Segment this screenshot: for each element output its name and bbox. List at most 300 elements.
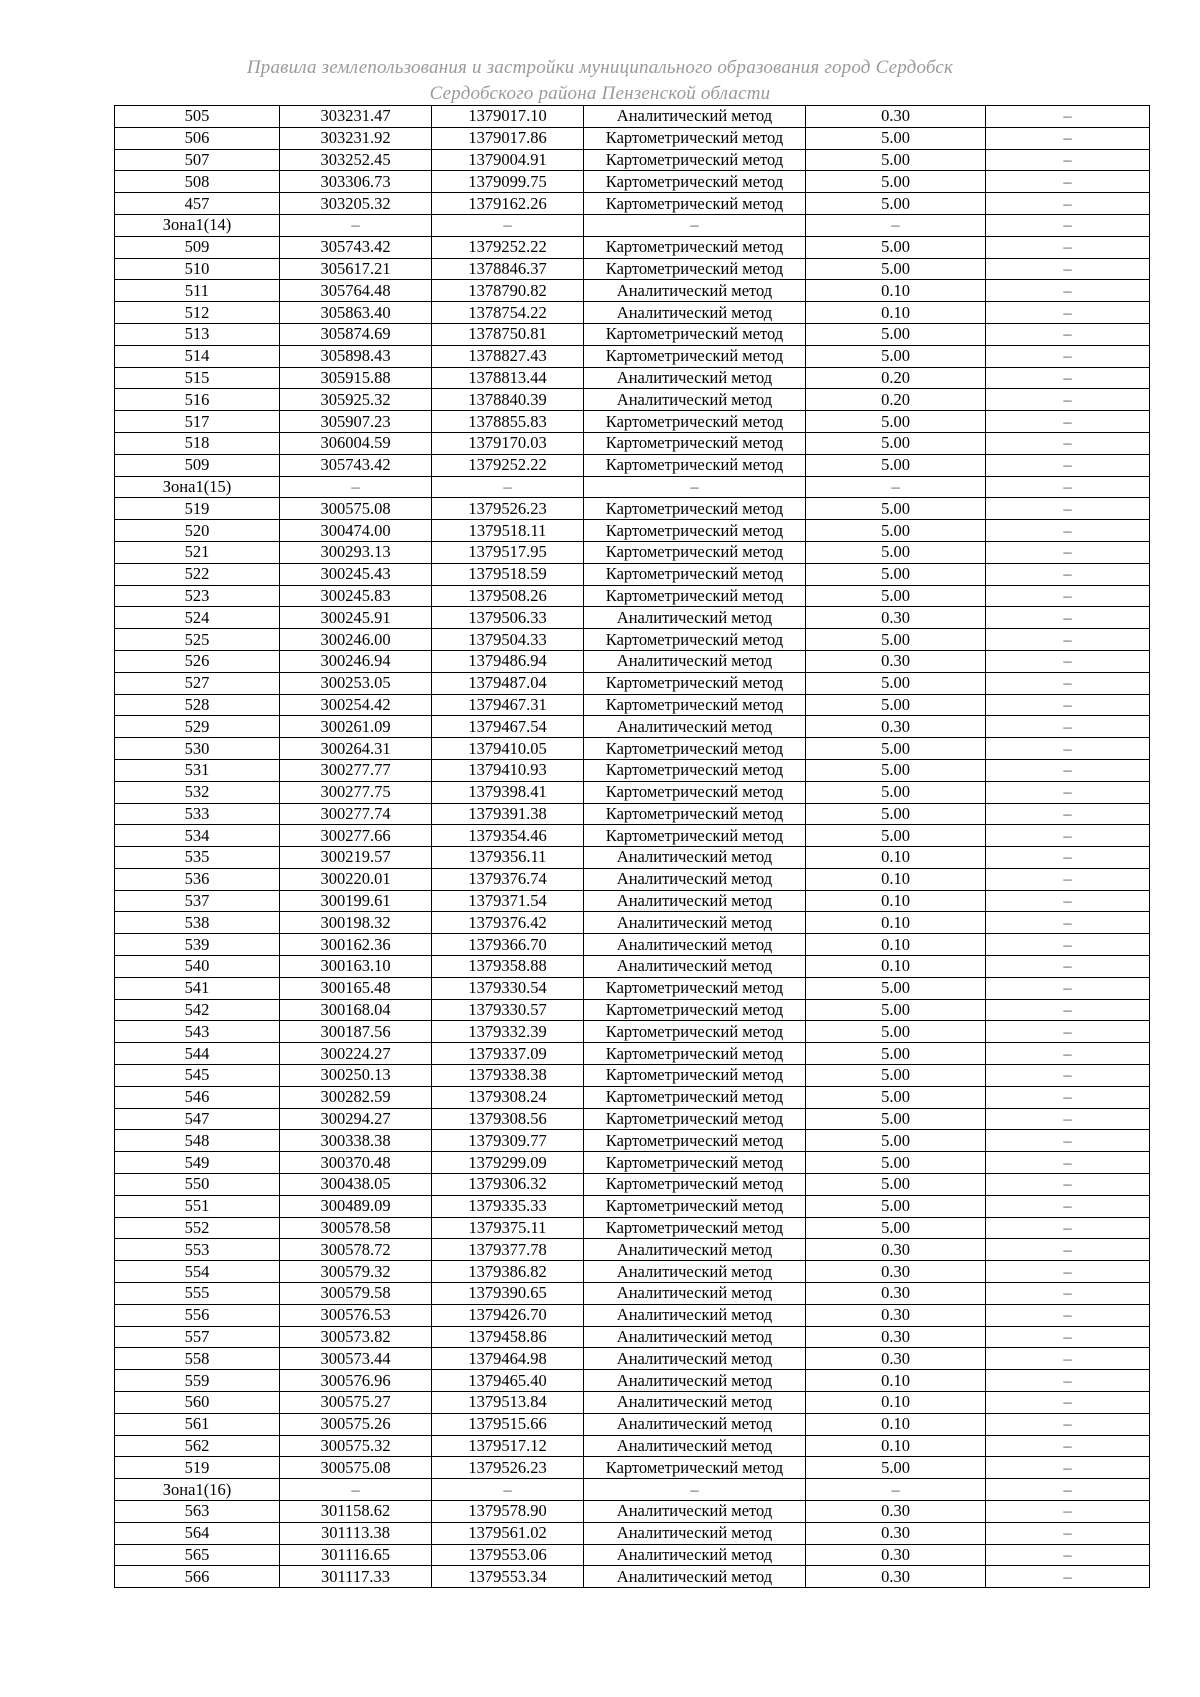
y-coordinate-cell: 1379017.10 xyxy=(432,106,584,128)
description-cell: – xyxy=(986,1261,1150,1283)
point-number-cell: 507 xyxy=(115,149,280,171)
x-coordinate-cell: 301113.38 xyxy=(280,1522,432,1544)
description-cell: – xyxy=(986,1435,1150,1457)
x-coordinate-cell: 300198.32 xyxy=(280,912,432,934)
y-coordinate-cell: 1379337.09 xyxy=(432,1043,584,1065)
x-coordinate-cell: 305907.23 xyxy=(280,411,432,433)
table-row xyxy=(115,1522,1150,1544)
description-cell: – xyxy=(986,1283,1150,1305)
accuracy-cell: 0.30 xyxy=(806,1501,986,1523)
table-row xyxy=(115,585,1150,607)
x-coordinate-cell: – xyxy=(280,1479,432,1501)
x-coordinate-cell: 300261.09 xyxy=(280,716,432,738)
accuracy-cell: 5.00 xyxy=(806,149,986,171)
description-cell: – xyxy=(986,1130,1150,1152)
description-cell: – xyxy=(986,738,1150,760)
accuracy-cell: 0.30 xyxy=(806,1326,986,1348)
table-row xyxy=(115,367,1150,389)
accuracy-cell: 5.00 xyxy=(806,629,986,651)
point-number-cell: 551 xyxy=(115,1195,280,1217)
method-cell: Картометрический метод xyxy=(584,781,806,803)
point-number-cell: 547 xyxy=(115,1108,280,1130)
y-coordinate-cell: 1379553.06 xyxy=(432,1544,584,1566)
description-cell: – xyxy=(986,694,1150,716)
y-coordinate-cell: 1379486.94 xyxy=(432,650,584,672)
y-coordinate-cell: 1379526.23 xyxy=(432,498,584,520)
table-row xyxy=(115,476,1150,498)
description-cell: – xyxy=(986,563,1150,585)
point-number-cell: 538 xyxy=(115,912,280,934)
point-number-cell: 564 xyxy=(115,1522,280,1544)
point-number-cell: 533 xyxy=(115,803,280,825)
method-cell: Картометрический метод xyxy=(584,1108,806,1130)
point-number-cell: Зона1(15) xyxy=(115,476,280,498)
accuracy-cell: 0.30 xyxy=(806,1348,986,1370)
method-cell: – xyxy=(584,1479,806,1501)
y-coordinate-cell: 1379330.57 xyxy=(432,999,584,1021)
table-row xyxy=(115,1239,1150,1261)
y-coordinate-cell: 1379376.42 xyxy=(432,912,584,934)
description-cell: – xyxy=(986,280,1150,302)
point-number-cell: 517 xyxy=(115,411,280,433)
accuracy-cell: 5.00 xyxy=(806,411,986,433)
method-cell: Аналитический метод xyxy=(584,607,806,629)
table-row xyxy=(115,1195,1150,1217)
table-row xyxy=(115,193,1150,215)
method-cell: Картометрический метод xyxy=(584,1174,806,1196)
point-number-cell: 514 xyxy=(115,345,280,367)
table-row xyxy=(115,1174,1150,1196)
method-cell: Картометрический метод xyxy=(584,585,806,607)
table-row xyxy=(115,1086,1150,1108)
x-coordinate-cell: 300277.77 xyxy=(280,759,432,781)
table-row xyxy=(115,694,1150,716)
x-coordinate-cell: 305743.42 xyxy=(280,236,432,258)
x-coordinate-cell: 300573.82 xyxy=(280,1326,432,1348)
y-coordinate-cell: 1378855.83 xyxy=(432,411,584,433)
table-row xyxy=(115,411,1150,433)
header-line-1: Правила землепользования и застройки муниципального образования город Сердобск xyxy=(246,57,954,78)
accuracy-cell: 0.30 xyxy=(806,607,986,629)
point-number-cell: 541 xyxy=(115,977,280,999)
point-number-cell: 532 xyxy=(115,781,280,803)
table-row xyxy=(115,1392,1150,1414)
y-coordinate-cell: 1379515.66 xyxy=(432,1413,584,1435)
x-coordinate-cell: 300282.59 xyxy=(280,1086,432,1108)
method-cell: Аналитический метод xyxy=(584,367,806,389)
accuracy-cell: 0.30 xyxy=(806,1283,986,1305)
point-number-cell: 530 xyxy=(115,738,280,760)
method-cell: Картометрический метод xyxy=(584,803,806,825)
description-cell: – xyxy=(986,716,1150,738)
table-row xyxy=(115,432,1150,454)
description-cell: – xyxy=(986,541,1150,563)
y-coordinate-cell: 1379467.54 xyxy=(432,716,584,738)
y-coordinate-cell: 1379170.03 xyxy=(432,432,584,454)
y-coordinate-cell: 1379458.86 xyxy=(432,1326,584,1348)
method-cell: Картометрический метод xyxy=(584,672,806,694)
accuracy-cell: 5.00 xyxy=(806,258,986,280)
y-coordinate-cell: 1379376.74 xyxy=(432,868,584,890)
accuracy-cell: 5.00 xyxy=(806,803,986,825)
method-cell: Аналитический метод xyxy=(584,1566,806,1588)
table-row xyxy=(115,1501,1150,1523)
y-coordinate-cell: 1379308.56 xyxy=(432,1108,584,1130)
method-cell: Аналитический метод xyxy=(584,1501,806,1523)
point-number-cell: 550 xyxy=(115,1174,280,1196)
description-cell: – xyxy=(986,1566,1150,1588)
y-coordinate-cell: 1379162.26 xyxy=(432,193,584,215)
description-cell: – xyxy=(986,585,1150,607)
method-cell: Картометрический метод xyxy=(584,1152,806,1174)
x-coordinate-cell: 306004.59 xyxy=(280,432,432,454)
x-coordinate-cell: 300245.43 xyxy=(280,563,432,585)
method-cell: Картометрический метод xyxy=(584,759,806,781)
accuracy-cell: 0.10 xyxy=(806,280,986,302)
header-line-2: Сердобского района Пензенской области xyxy=(429,83,771,104)
method-cell: Картометрический метод xyxy=(584,236,806,258)
x-coordinate-cell: 300277.75 xyxy=(280,781,432,803)
accuracy-cell: 0.30 xyxy=(806,1566,986,1588)
accuracy-cell: 5.00 xyxy=(806,454,986,476)
point-number-cell: 549 xyxy=(115,1152,280,1174)
point-number-cell: 515 xyxy=(115,367,280,389)
document-header xyxy=(0,55,1200,107)
point-number-cell: 534 xyxy=(115,825,280,847)
x-coordinate-cell: 305764.48 xyxy=(280,280,432,302)
y-coordinate-cell: 1379553.34 xyxy=(432,1566,584,1588)
description-cell: – xyxy=(986,323,1150,345)
y-coordinate-cell: 1379506.33 xyxy=(432,607,584,629)
point-number-cell: 531 xyxy=(115,759,280,781)
table-row xyxy=(115,149,1150,171)
method-cell: Картометрический метод xyxy=(584,149,806,171)
table-row xyxy=(115,1413,1150,1435)
description-cell: – xyxy=(986,1392,1150,1414)
accuracy-cell: 0.10 xyxy=(806,1370,986,1392)
description-cell: – xyxy=(986,1065,1150,1087)
point-number-cell: Зона1(16) xyxy=(115,1479,280,1501)
y-coordinate-cell: 1379371.54 xyxy=(432,890,584,912)
description-cell: – xyxy=(986,607,1150,629)
method-cell: Картометрический метод xyxy=(584,258,806,280)
point-number-cell: 552 xyxy=(115,1217,280,1239)
method-cell: Аналитический метод xyxy=(584,1413,806,1435)
method-cell: Аналитический метод xyxy=(584,1304,806,1326)
table-row xyxy=(115,1566,1150,1588)
point-number-cell: 536 xyxy=(115,868,280,890)
method-cell: Аналитический метод xyxy=(584,1392,806,1414)
description-cell: – xyxy=(986,825,1150,847)
point-number-cell: 561 xyxy=(115,1413,280,1435)
description-cell: – xyxy=(986,781,1150,803)
table-row xyxy=(115,498,1150,520)
point-number-cell: 559 xyxy=(115,1370,280,1392)
table-row xyxy=(115,1043,1150,1065)
description-cell: – xyxy=(986,106,1150,128)
description-cell: – xyxy=(986,977,1150,999)
description-cell: – xyxy=(986,1522,1150,1544)
y-coordinate-cell: 1379017.86 xyxy=(432,127,584,149)
point-number-cell: 545 xyxy=(115,1065,280,1087)
y-coordinate-cell: 1379464.98 xyxy=(432,1348,584,1370)
accuracy-cell: 5.00 xyxy=(806,1043,986,1065)
y-coordinate-cell: 1379517.95 xyxy=(432,541,584,563)
accuracy-cell: 0.30 xyxy=(806,1544,986,1566)
description-cell: – xyxy=(986,236,1150,258)
method-cell: Картометрический метод xyxy=(584,999,806,1021)
description-cell: – xyxy=(986,302,1150,324)
x-coordinate-cell: 305743.42 xyxy=(280,454,432,476)
accuracy-cell: 5.00 xyxy=(806,1086,986,1108)
x-coordinate-cell: 300578.58 xyxy=(280,1217,432,1239)
method-cell: Аналитический метод xyxy=(584,956,806,978)
description-cell: – xyxy=(986,1413,1150,1435)
description-cell: – xyxy=(986,759,1150,781)
point-number-cell: 535 xyxy=(115,847,280,869)
x-coordinate-cell: 300576.53 xyxy=(280,1304,432,1326)
table-row xyxy=(115,629,1150,651)
x-coordinate-cell: 300224.27 xyxy=(280,1043,432,1065)
point-number-cell: 544 xyxy=(115,1043,280,1065)
accuracy-cell: 5.00 xyxy=(806,1457,986,1479)
accuracy-cell: 5.00 xyxy=(806,1021,986,1043)
accuracy-cell: 0.30 xyxy=(806,650,986,672)
y-coordinate-cell: 1379386.82 xyxy=(432,1261,584,1283)
point-number-cell: 506 xyxy=(115,127,280,149)
table-row xyxy=(115,389,1150,411)
y-coordinate-cell: 1379299.09 xyxy=(432,1152,584,1174)
accuracy-cell: 0.30 xyxy=(806,1304,986,1326)
x-coordinate-cell: 300219.57 xyxy=(280,847,432,869)
description-cell: – xyxy=(986,1217,1150,1239)
y-coordinate-cell: 1379508.26 xyxy=(432,585,584,607)
table-row xyxy=(115,868,1150,890)
point-number-cell: 554 xyxy=(115,1261,280,1283)
table-row xyxy=(115,890,1150,912)
method-cell: Картометрический метод xyxy=(584,1130,806,1152)
accuracy-cell: – xyxy=(806,1479,986,1501)
method-cell: Картометрический метод xyxy=(584,454,806,476)
description-cell: – xyxy=(986,847,1150,869)
accuracy-cell: 5.00 xyxy=(806,520,986,542)
method-cell: Аналитический метод xyxy=(584,1283,806,1305)
description-cell: – xyxy=(986,1326,1150,1348)
description-cell: – xyxy=(986,367,1150,389)
point-number-cell: 539 xyxy=(115,934,280,956)
y-coordinate-cell: 1379309.77 xyxy=(432,1130,584,1152)
x-coordinate-cell: 303231.92 xyxy=(280,127,432,149)
y-coordinate-cell: 1379099.75 xyxy=(432,171,584,193)
accuracy-cell: 5.00 xyxy=(806,781,986,803)
y-coordinate-cell: 1379252.22 xyxy=(432,454,584,476)
y-coordinate-cell: 1379390.65 xyxy=(432,1283,584,1305)
accuracy-cell: 5.00 xyxy=(806,323,986,345)
table-row xyxy=(115,1370,1150,1392)
description-cell: – xyxy=(986,1479,1150,1501)
method-cell: Картометрический метод xyxy=(584,541,806,563)
table-row xyxy=(115,759,1150,781)
y-coordinate-cell: 1378750.81 xyxy=(432,323,584,345)
point-number-cell: 513 xyxy=(115,323,280,345)
description-cell: – xyxy=(986,258,1150,280)
accuracy-cell: 5.00 xyxy=(806,1174,986,1196)
table-row xyxy=(115,803,1150,825)
description-cell: – xyxy=(986,912,1150,934)
accuracy-cell: 5.00 xyxy=(806,1108,986,1130)
description-cell: – xyxy=(986,411,1150,433)
description-cell: – xyxy=(986,1501,1150,1523)
table-row xyxy=(115,323,1150,345)
description-cell: – xyxy=(986,1304,1150,1326)
accuracy-cell: 5.00 xyxy=(806,1065,986,1087)
y-coordinate-cell: 1378813.44 xyxy=(432,367,584,389)
method-cell: Аналитический метод xyxy=(584,847,806,869)
description-cell: – xyxy=(986,127,1150,149)
table-row xyxy=(115,912,1150,934)
y-coordinate-cell: 1379377.78 xyxy=(432,1239,584,1261)
description-cell: – xyxy=(986,432,1150,454)
method-cell: Картометрический метод xyxy=(584,825,806,847)
accuracy-cell: 0.30 xyxy=(806,106,986,128)
x-coordinate-cell: 300575.26 xyxy=(280,1413,432,1435)
point-number-cell: 557 xyxy=(115,1326,280,1348)
x-coordinate-cell: 303252.45 xyxy=(280,149,432,171)
y-coordinate-cell: 1379004.91 xyxy=(432,149,584,171)
accuracy-cell: – xyxy=(806,214,986,236)
y-coordinate-cell: 1379332.39 xyxy=(432,1021,584,1043)
table-row xyxy=(115,280,1150,302)
x-coordinate-cell: 300576.96 xyxy=(280,1370,432,1392)
accuracy-cell: 5.00 xyxy=(806,825,986,847)
accuracy-cell: 0.10 xyxy=(806,934,986,956)
x-coordinate-cell: 300575.27 xyxy=(280,1392,432,1414)
y-coordinate-cell: 1379487.04 xyxy=(432,672,584,694)
x-coordinate-cell: 300245.83 xyxy=(280,585,432,607)
table-row xyxy=(115,672,1150,694)
table-row xyxy=(115,1065,1150,1087)
y-coordinate-cell: 1379354.46 xyxy=(432,825,584,847)
method-cell: Картометрический метод xyxy=(584,1021,806,1043)
point-number-cell: 528 xyxy=(115,694,280,716)
description-cell: – xyxy=(986,1086,1150,1108)
method-cell: – xyxy=(584,476,806,498)
method-cell: Аналитический метод xyxy=(584,1239,806,1261)
method-cell: Картометрический метод xyxy=(584,738,806,760)
description-cell: – xyxy=(986,1021,1150,1043)
accuracy-cell: 5.00 xyxy=(806,171,986,193)
table-row xyxy=(115,1108,1150,1130)
table-row xyxy=(115,781,1150,803)
x-coordinate-cell: 300199.61 xyxy=(280,890,432,912)
x-coordinate-cell: 305863.40 xyxy=(280,302,432,324)
point-number-cell: 548 xyxy=(115,1130,280,1152)
point-number-cell: 525 xyxy=(115,629,280,651)
y-coordinate-cell: 1379426.70 xyxy=(432,1304,584,1326)
table-row xyxy=(115,1326,1150,1348)
x-coordinate-cell: 300220.01 xyxy=(280,868,432,890)
description-cell: – xyxy=(986,454,1150,476)
y-coordinate-cell: 1379308.24 xyxy=(432,1086,584,1108)
x-coordinate-cell: 300165.48 xyxy=(280,977,432,999)
point-number-cell: 542 xyxy=(115,999,280,1021)
y-coordinate-cell: 1378846.37 xyxy=(432,258,584,280)
table-row xyxy=(115,214,1150,236)
x-coordinate-cell: 303205.32 xyxy=(280,193,432,215)
x-coordinate-cell: 300438.05 xyxy=(280,1174,432,1196)
description-cell: – xyxy=(986,1457,1150,1479)
y-coordinate-cell: 1379398.41 xyxy=(432,781,584,803)
method-cell: Картометрический метод xyxy=(584,323,806,345)
method-cell: Аналитический метод xyxy=(584,912,806,934)
x-coordinate-cell: 300489.09 xyxy=(280,1195,432,1217)
x-coordinate-cell: 300338.38 xyxy=(280,1130,432,1152)
x-coordinate-cell: 300253.05 xyxy=(280,672,432,694)
point-number-cell: 516 xyxy=(115,389,280,411)
table-row xyxy=(115,825,1150,847)
table-row xyxy=(115,541,1150,563)
table-row xyxy=(115,454,1150,476)
description-cell: – xyxy=(986,389,1150,411)
description-cell: – xyxy=(986,345,1150,367)
accuracy-cell: 5.00 xyxy=(806,432,986,454)
table-row xyxy=(115,1457,1150,1479)
point-number-cell: 509 xyxy=(115,236,280,258)
point-number-cell: 560 xyxy=(115,1392,280,1414)
x-coordinate-cell: 300578.72 xyxy=(280,1239,432,1261)
y-coordinate-cell: 1378790.82 xyxy=(432,280,584,302)
method-cell: Аналитический метод xyxy=(584,106,806,128)
point-number-cell: 520 xyxy=(115,520,280,542)
table-row xyxy=(115,258,1150,280)
x-coordinate-cell: 300575.32 xyxy=(280,1435,432,1457)
description-cell: – xyxy=(986,1348,1150,1370)
x-coordinate-cell: 300294.27 xyxy=(280,1108,432,1130)
point-number-cell: 509 xyxy=(115,454,280,476)
description-cell: – xyxy=(986,1544,1150,1566)
method-cell: Картометрический метод xyxy=(584,411,806,433)
x-coordinate-cell: 300573.44 xyxy=(280,1348,432,1370)
table-row xyxy=(115,236,1150,258)
table-row xyxy=(115,1435,1150,1457)
point-number-cell: 565 xyxy=(115,1544,280,1566)
y-coordinate-cell: 1379578.90 xyxy=(432,1501,584,1523)
accuracy-cell: 5.00 xyxy=(806,127,986,149)
x-coordinate-cell: 301116.65 xyxy=(280,1544,432,1566)
accuracy-cell: 5.00 xyxy=(806,1195,986,1217)
point-number-cell: 505 xyxy=(115,106,280,128)
description-cell: – xyxy=(986,1108,1150,1130)
method-cell: Картометрический метод xyxy=(584,1043,806,1065)
table-row xyxy=(115,1152,1150,1174)
y-coordinate-cell: 1379526.23 xyxy=(432,1457,584,1479)
description-cell: – xyxy=(986,672,1150,694)
table-row xyxy=(115,607,1150,629)
accuracy-cell: 0.10 xyxy=(806,1413,986,1435)
point-number-cell: 566 xyxy=(115,1566,280,1588)
accuracy-cell: 5.00 xyxy=(806,236,986,258)
description-cell: – xyxy=(986,193,1150,215)
description-cell: – xyxy=(986,149,1150,171)
y-coordinate-cell: 1379513.84 xyxy=(432,1392,584,1414)
description-cell: – xyxy=(986,520,1150,542)
point-number-cell: 519 xyxy=(115,1457,280,1479)
y-coordinate-cell: 1379391.38 xyxy=(432,803,584,825)
accuracy-cell: 0.10 xyxy=(806,302,986,324)
point-number-cell: 511 xyxy=(115,280,280,302)
x-coordinate-cell: 300293.13 xyxy=(280,541,432,563)
y-coordinate-cell: 1379410.93 xyxy=(432,759,584,781)
